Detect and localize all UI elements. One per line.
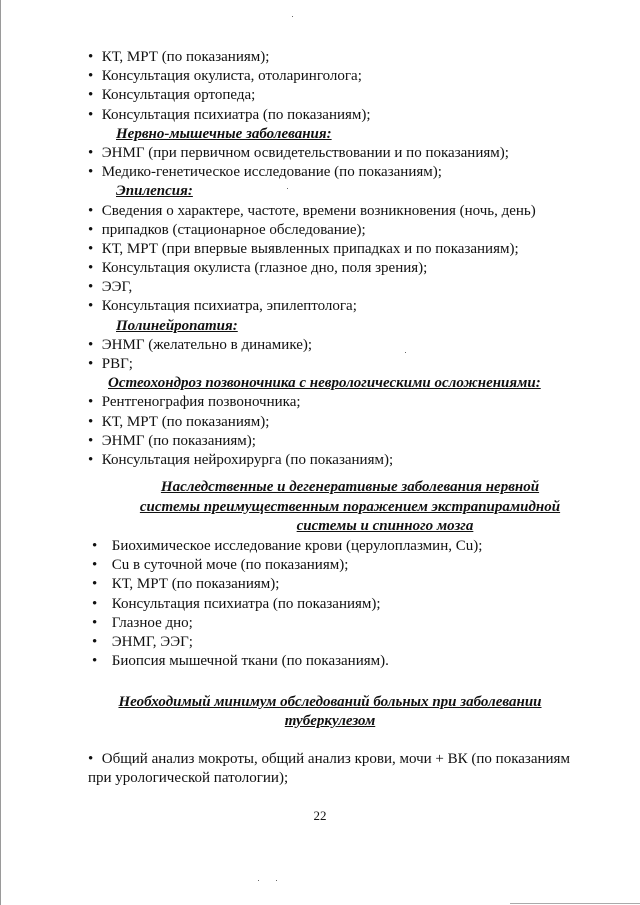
bullet-icon: • (88, 221, 94, 238)
subsection-heading: Эпилепсия: (116, 183, 193, 200)
list-item (88, 67, 608, 86)
bullet-icon: • (88, 356, 94, 372)
scan-speck (258, 880, 259, 881)
bullet-icon: • (88, 260, 94, 277)
scan-speck (287, 188, 288, 189)
bullet-icon: • (92, 595, 98, 612)
bullet-icon: • (92, 557, 98, 574)
bullet-icon: • (88, 279, 94, 296)
list-item-text: Cu в суточной моче (по показаниям); (111, 557, 349, 574)
list-item-text: Консультация окулиста, отоларинголога; (101, 68, 362, 85)
hereditary-heading-line-1: Наследственные и дегенеративные заболевания нервной (160, 479, 540, 495)
bullet-icon: • (92, 653, 98, 670)
tb-paragraph-line-2: при урологической патологии); (88, 770, 289, 787)
bullet-icon: • (88, 432, 94, 449)
list-item (88, 106, 608, 125)
bullet-icon: • (88, 751, 94, 767)
list-item-text: Глазное дно; (111, 614, 193, 631)
bullet-icon: • (88, 49, 94, 65)
bullet-icon: • (88, 144, 94, 161)
bullet-icon: • (88, 68, 94, 85)
bullet-icon: • (88, 202, 94, 219)
bullet-icon: • (92, 614, 98, 631)
list-item-text: Биопсия мышечной ткани (по показаниям). (111, 653, 389, 670)
list-item (88, 297, 608, 316)
hereditary-heading-line-2: системы преимущественным поражением экстрапирамидной (139, 498, 561, 515)
tb-title-line-1: Необходимый минимум обследований больных при заболевании (118, 694, 542, 710)
scan-edge-line (510, 903, 640, 904)
bullet-icon: • (88, 413, 94, 430)
list-item (88, 259, 608, 278)
tb-section-title (100, 693, 560, 731)
bullet-icon: • (88, 298, 94, 315)
bullet-icon: • (88, 240, 94, 257)
scan-speck (276, 880, 277, 881)
list-item (88, 336, 608, 355)
list-item (88, 556, 528, 575)
list-item-text: Консультация психиатра (по показаниям); (111, 595, 381, 612)
tb-paragraph (88, 750, 588, 788)
list-item (88, 240, 608, 259)
list-item (88, 614, 528, 633)
page-edge-shadow (0, 0, 1, 905)
bullet-icon: • (88, 87, 94, 104)
list-item (88, 652, 528, 671)
list-item (88, 413, 608, 432)
bullet-icon: • (88, 394, 94, 411)
list-item-text: Консультация окулиста (глазное дно, поля зрения); (101, 260, 428, 277)
list-item-text: ЭНМГ, ЭЭГ; (111, 633, 193, 650)
bullet-icon: • (92, 576, 98, 593)
list-item-text: Консультация нейрохирурга (по показаниям); (101, 451, 394, 468)
list-item-text: КТ, МРТ (по показаниям); (101, 49, 270, 65)
list-item-text: КТ, МРТ (по показаниям); (111, 576, 280, 593)
section-hereditary-list (88, 537, 528, 671)
list-item-text: РВГ; (101, 356, 133, 372)
list-item-text: ЭНМГ (желательно в динамике); (101, 336, 313, 353)
tb-title-line-2: туберкулезом (284, 713, 376, 729)
list-item-text: КТ, МРТ (при впервые выявленных припадках и по показаниям); (101, 240, 519, 257)
list-item-text: ЭЭГ, (101, 279, 133, 296)
subsection-heading: Остеохондроз позвоночника с неврологическими осложнениями: (108, 375, 541, 392)
list-item (88, 86, 608, 105)
list-item (88, 595, 528, 614)
bullet-icon: • (92, 633, 98, 650)
list-item-text: Консультация психиатра (по показаниям); (101, 106, 371, 123)
hereditary-heading (100, 478, 600, 537)
list-item-text: ЭНМГ (при первичном освидетельствовании и по показаниям); (101, 144, 509, 161)
section-neurology-list (88, 48, 608, 470)
hereditary-heading-line-3: системы и спинного мозга (296, 518, 474, 534)
list-item (88, 537, 528, 556)
bullet-icon: • (92, 538, 98, 554)
list-item (88, 202, 608, 221)
list-item-text: припадков (стационарное обследование); (101, 221, 366, 238)
bullet-icon: • (88, 336, 94, 353)
bullet-icon: • (88, 164, 94, 181)
list-item-text: Сведения о характере, частоте, времени возникновения (ночь, день) (101, 202, 536, 219)
list-item-text: ЭНМГ (по показаниям); (101, 432, 256, 449)
list-item (88, 163, 608, 182)
tb-paragraph-text-1: Общий анализ мокроты, общий анализ крови, мочи + ВК (по показаниям (101, 751, 570, 767)
list-item (88, 575, 528, 594)
list-item (88, 221, 608, 240)
scan-speck (292, 16, 293, 17)
list-item (88, 451, 608, 470)
list-item-text: Биохимическое исследование крови (церулоплазмин, Cu); (111, 538, 483, 554)
tb-paragraph-line-1 (88, 750, 588, 769)
scan-speck (405, 352, 406, 353)
bullet-icon: • (88, 451, 94, 468)
list-item (88, 393, 608, 412)
list-item (88, 278, 608, 297)
list-item-text: Консультация психиатра, эпилептолога; (101, 298, 357, 315)
list-item-text: Консультация ортопеда; (101, 87, 256, 104)
page-number: 22 (313, 808, 327, 823)
list-item-text: КТ, МРТ (по показаниям); (101, 413, 270, 430)
subsection-heading: Полинейропатия: (116, 317, 238, 334)
list-item (88, 48, 608, 67)
list-item (88, 633, 528, 652)
list-item (88, 144, 608, 163)
list-item-text: Рентгенография позвоночника; (101, 394, 301, 411)
list-item (88, 355, 608, 374)
subsection-heading: Нервно-мышечные заболевания: (116, 125, 332, 142)
bullet-icon: • (88, 106, 94, 123)
list-item (88, 432, 608, 451)
list-item-text: Медико-генетическое исследование (по показаниям); (101, 164, 442, 181)
